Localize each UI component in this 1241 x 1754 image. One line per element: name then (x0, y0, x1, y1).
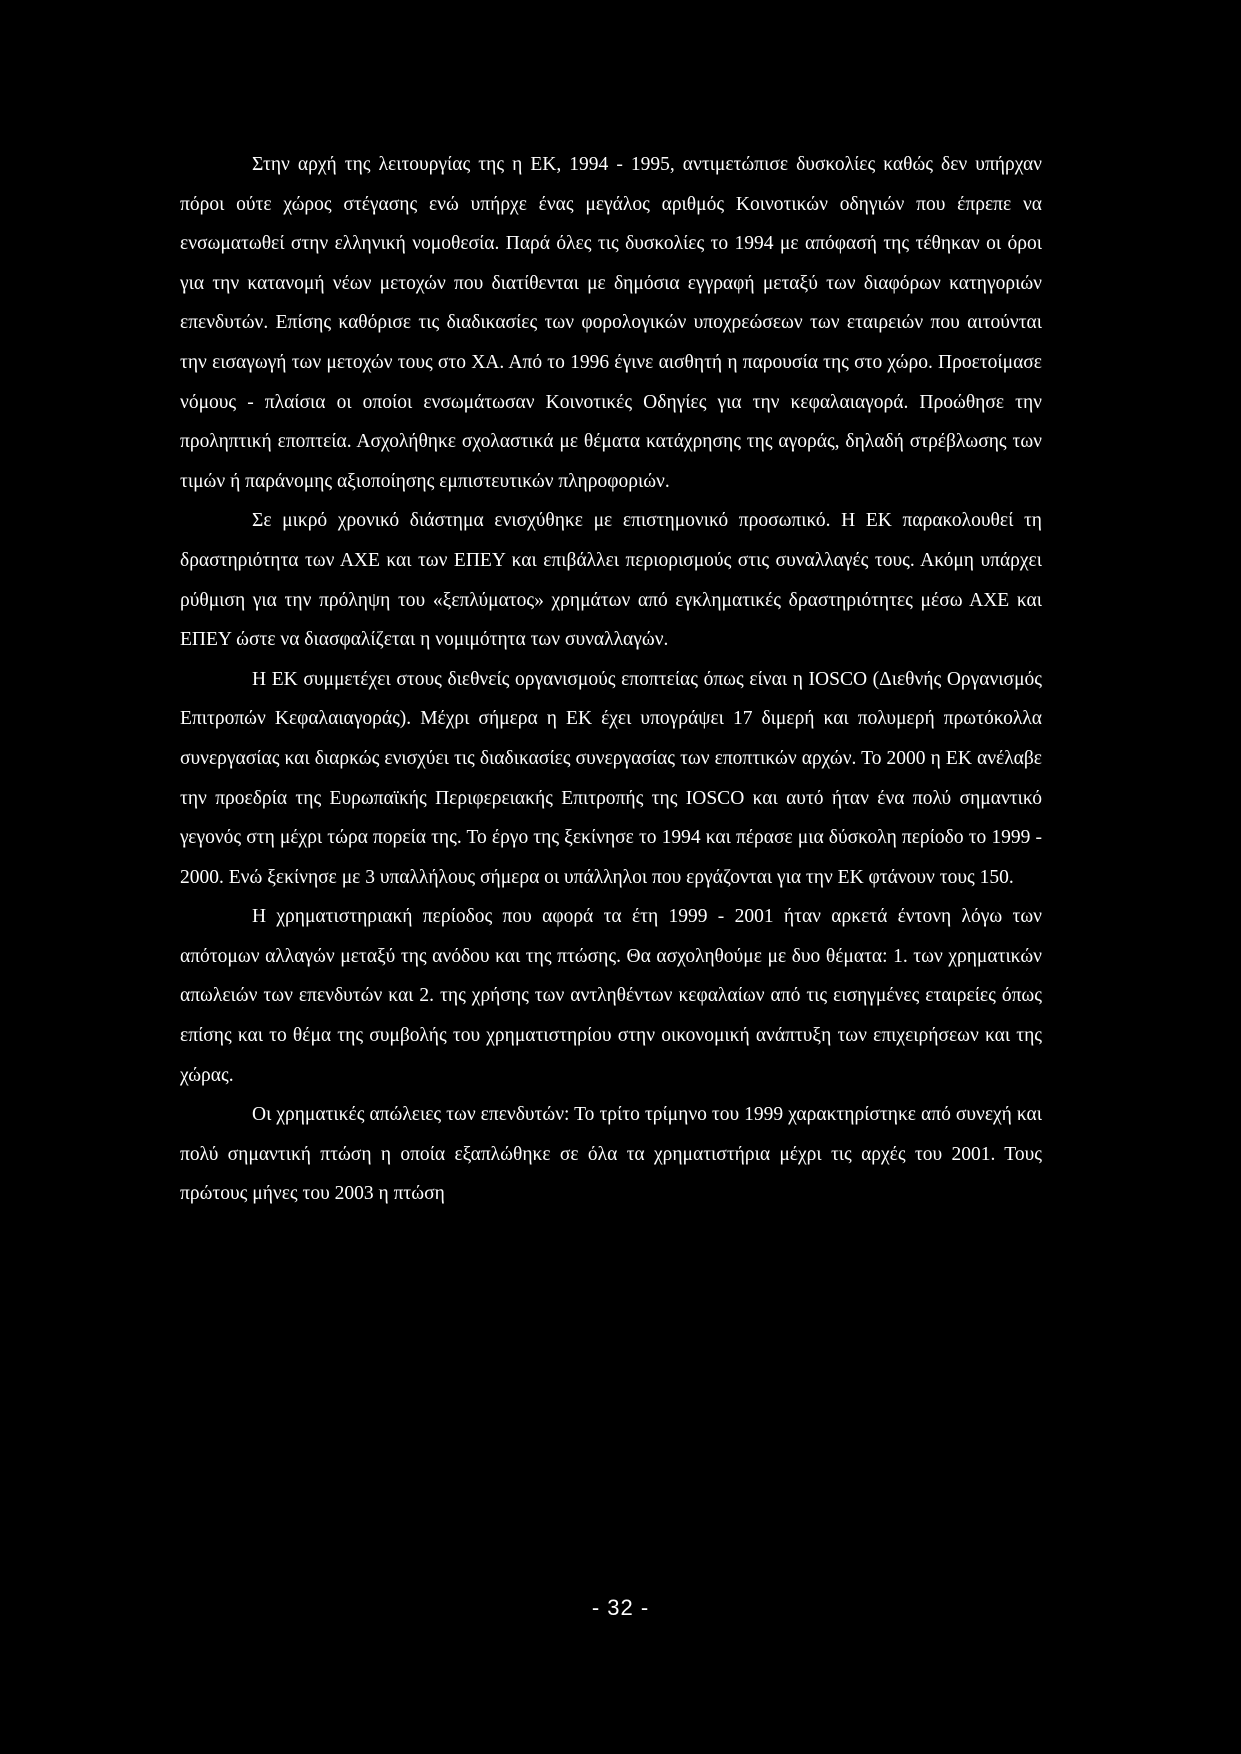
paragraph-1: Στην αρχή της λειτουργίας της η ΕΚ, 1994 - 1995, αντιμετώπισε δυσκολίες καθώς δεν υπήρχαν πόροι ούτε χώρος στέγασης ενώ υπήρχε ένας μεγάλος αριθμός Κοινοτικών οδηγιών που έπρεπε να ενσωματωθεί στην ελληνική νομοθεσία. Παρά όλες τις δυσκολίες το 1994 με απόφασή της τέθηκαν οι όροι για την κατανομή νέων μετοχών που διατίθενται με δημόσια εγγραφή μεταξύ των διαφόρων κατηγοριών επενδυτών. Επίσης καθόρισε τις διαδικασίες των φορολογικών υποχρεώσεων των εταιρειών που αιτούνται την εισαγωγή των μετοχών τους στο ΧΑ. Από το 1996 έγινε αισθητή η παρουσία της στο χώρο. Προετοίμασε νόμους - πλαίσια οι οποίοι ενσωμάτωσαν Κοινοτικές Οδηγίες για την κεφαλαιαγορά. Προώθησε την προληπτική εποπτεία. Ασχολήθηκε σχολαστικά με θέματα κατάχρησης της αγοράς, δηλαδή στρέβλωσης των τιμών ή παράνομης αξιοποίησης εμπιστευτικών πληροφοριών. (180, 154, 1042, 492)
paragraph-4: Η χρηματιστηριακή περίοδος που αφορά τα έτη 1999 - 2001 ήταν αρκετά έντονη λόγω των απότομων αλλαγών μεταξύ της ανόδου και της πτώσης. Θα ασχοληθούμε με δυο θέματα: 1. των χρηματικών απωλειών των επενδυτών και 2. της χρήσης των αντληθέντων κεφαλαίων από τις εισηγμένες εταιρείες όπως επίσης και το θέμα της συμβολής του χρηματιστηρίου στην οικονομική ανάπτυξη των επιχειρήσεων και της χώρας. (180, 906, 1042, 1086)
paragraph-2: Σε μικρό χρονικό διάστημα ενισχύθηκε με επιστημονικό προσωπικό. Η ΕΚ παρακολουθεί τη δραστηριότητα των ΑΧΕ και των ΕΠΕΥ και επιβάλλει περιορισμούς στις συναλλαγές τους. Ακόμη υπάρχει ρύθμιση για την πρόληψη του «ξεπλύματος» χρημάτων από εγκληματικές δραστηριότητες μέσω ΑΧΕ και ΕΠΕΥ ώστε να διασφαλίζεται η νομιμότητα των συναλλαγών. (180, 510, 1042, 651)
paragraph-3: Η ΕΚ συμμετέχει στους διεθνείς οργανισμούς εποπτείας όπως είναι η IOSCO (Διεθνής Οργανισμός Επιτροπών Κεφαλαιαγοράς). Μέχρι σήμερα η ΕΚ έχει υπογράψει 17 διμερή και πολυμερή πρωτόκολλα συνεργασίας και διαρκώς ενισχύει τις διαδικασίες συνεργασίας των εποπτικών αρχών. Το 2000 η ΕΚ ανέλαβε την προεδρία της Ευρωπαϊκής Περιφερειακής Επιτροπής της IOSCO και αυτό ήταν ένα πολύ σημαντικό γεγονός στη μέχρι τώρα πορεία της. Το έργο της ξεκίνησε το 1994 και πέρασε μια δύσκολη περίοδο το 1999 - 2000. Ενώ ξεκίνησε με 3 υπαλλήλους σήμερα οι υπάλληλοι που εργάζονται για την ΕΚ φτάνουν τους 150. (180, 668, 1042, 888)
page-number: - 32 - (591, 1595, 650, 1620)
body-text (180, 145, 1042, 1214)
paragraph-5: Οι χρηματικές απώλειες των επενδυτών: Το τρίτο τρίμηνο του 1999 χαρακτηρίστηκε από συνεχή και πολύ σημαντική πτώση η οποία εξαπλώθηκε σε όλα τα χρηματιστήρια μέχρι τις αρχές του 2001. Τους πρώτους μήνες του 2003 η πτώση (180, 1104, 1042, 1205)
